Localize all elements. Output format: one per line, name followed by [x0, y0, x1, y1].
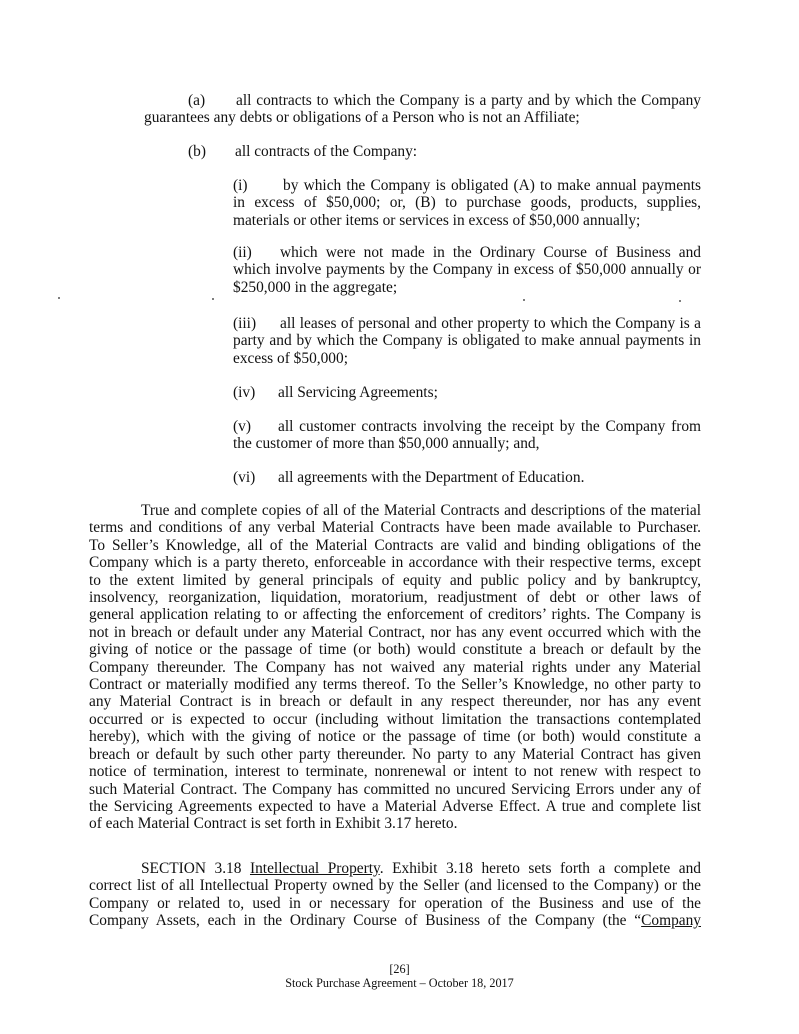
- clause-i-line-3: materials or other items or services in excess of $50,000 annually;: [233, 211, 641, 229]
- clause-v-line-1: (v) all customer contracts involving the receipt by the Company from: [233, 418, 701, 435]
- clause-ii-marker: (ii): [233, 244, 252, 261]
- clause-iv-line: (iv) all Servicing Agreements;: [233, 384, 438, 401]
- paragraph-line: general application relating to or affecting the enforcement of creditors’ rights. The Company is: [89, 606, 701, 624]
- clause-v-marker: (v): [233, 418, 251, 435]
- clause-iii-line-3: excess of $50,000;: [233, 349, 348, 367]
- paragraph-line: the Servicing Agreements expected to have a Material Adverse Effect. A true and complete list: [89, 797, 701, 815]
- clause-b: [188, 143, 701, 160]
- paragraph-line: Contract or materially modified any terms thereof. To the Seller’s Knowledge, no other party to: [89, 676, 701, 694]
- clause-i-line-2: in excess of $50,000; or, (B) to purchase goods, products, supplies,: [233, 194, 701, 212]
- scan-speck: [523, 299, 525, 301]
- clause-v-line-2: the customer of more than $50,000 annually; and,: [233, 435, 540, 453]
- clause-a: [144, 92, 701, 127]
- section-3-18: [89, 860, 701, 930]
- clause-i: [233, 177, 701, 229]
- paragraph-line: insolvency, reorganization, liquidation, moratorium, readjustment of debt or other laws of: [89, 589, 701, 607]
- clause-vi-line: (vi) all agreements with the Department of Education.: [233, 469, 585, 486]
- clause-v: [233, 418, 701, 453]
- paragraph-line: breach or default by such other party thereunder. No party to any Material Contract has given: [89, 745, 701, 763]
- clause-a-marker: (a): [188, 92, 206, 109]
- clause-iii: [233, 315, 701, 367]
- page-number: [26]: [389, 962, 410, 976]
- section-3-18-line-2: correct list of all Intellectual Property owned by the Seller (and licensed to the Company) or the: [89, 877, 701, 895]
- paragraph-line: True and complete copies of all of the Material Contracts and descriptions of the material: [141, 502, 701, 519]
- clause-ii-line-2: which involve payments by the Company in excess of $50,000 annually or: [233, 261, 701, 279]
- clause-iii-marker: (iii): [233, 315, 257, 332]
- clause-i-line-1: (i) by which the Company is obligated (A) to make annual payments: [233, 177, 701, 194]
- section-heading: Intellectual Property: [249, 860, 380, 877]
- clause-ii-line-3: $250,000 in the aggregate;: [233, 278, 398, 296]
- paragraph-line: not in breach or default under any Material Contract, nor has any event occurred which with the: [89, 623, 701, 641]
- scan-speck: [679, 300, 681, 302]
- paragraph-line: notice of termination, interest to terminate, nonrenewal or intent to not renew with respect to: [89, 763, 701, 781]
- paragraph-line: Company which is a party thereto, enforceable in accordance with their respective terms, except: [89, 554, 701, 572]
- clause-b-marker: (b): [188, 143, 206, 160]
- paragraph-line: of each Material Contract is set forth in Exhibit 3.17 hereto.: [89, 815, 458, 833]
- section-3-18-line-3: Company or related to, used in or necessary for operation of the Business and use of the: [89, 894, 701, 912]
- clause-iv: [233, 384, 701, 401]
- paragraph-line: hereby), which with the giving of notice or the passage of time (or both) would constitute a: [89, 728, 701, 746]
- clause-ii-line-1: (ii) which were not made in the Ordinary Course of Business and: [233, 244, 701, 261]
- section-3-18-line-1: SECTION 3.18 Intellectual Property. Exhibit 3.18 hereto sets forth a complete and: [141, 860, 701, 877]
- defined-term-company: Company: [641, 912, 701, 930]
- scan-speck: [58, 297, 60, 299]
- paragraph-line: to the extent limited by general principals of equity and public policy and by bankruptcy,: [89, 571, 701, 589]
- clause-b-line: (b) all contracts of the Company:: [188, 143, 418, 160]
- paragraph-line: Company thereunder. The Company has not waived any material rights under any Material: [89, 658, 701, 676]
- paragraph-line: occurred or is expected to occur (including without limitation the transactions contemplated: [89, 710, 701, 728]
- clause-vi: [233, 469, 701, 486]
- scan-speck: [212, 298, 214, 300]
- clause-i-marker: (i): [233, 177, 248, 194]
- clause-iv-marker: (iv): [233, 384, 256, 401]
- clause-ii: [233, 244, 701, 296]
- clause-iii-line-1: (iii) all leases of personal and other property to which the Company is a: [233, 315, 701, 332]
- clause-a-line-2: guarantees any debts or obligations of a Person who is not an Affiliate;: [144, 109, 580, 127]
- paragraph-line: any Material Contract is in breach or default in any respect thereunder, nor has any event: [89, 693, 701, 711]
- section-3-18-line-4: Company Assets, each in the Ordinary Course of Business of the Company (the “Company: [89, 912, 701, 930]
- clause-vi-marker: (vi): [233, 469, 256, 486]
- paragraph-line: terms and conditions of any verbal Material Contracts have been made available to Purchaser.: [89, 519, 701, 537]
- section-number: SECTION 3.18: [141, 860, 242, 877]
- clause-iii-line-2: party and by which the Company is obligated to make annual payments in: [233, 332, 701, 350]
- footer-title: Stock Purchase Agreement – October 18, 2017: [285, 976, 514, 990]
- paragraph-line: To Seller’s Knowledge, all of the Material Contracts are valid and binding obligations of the: [89, 536, 701, 554]
- paragraph-line: giving of notice or the passage of time (or both) would constitute a breach or default by the: [89, 641, 701, 659]
- clause-a-line-1: (a) all contracts to which the Company is a party and by which the Company: [188, 92, 701, 109]
- paragraph-line: such Material Contract. The Company has committed no uncured Servicing Errors under any of: [89, 780, 701, 798]
- material-contracts-paragraph: [89, 502, 701, 833]
